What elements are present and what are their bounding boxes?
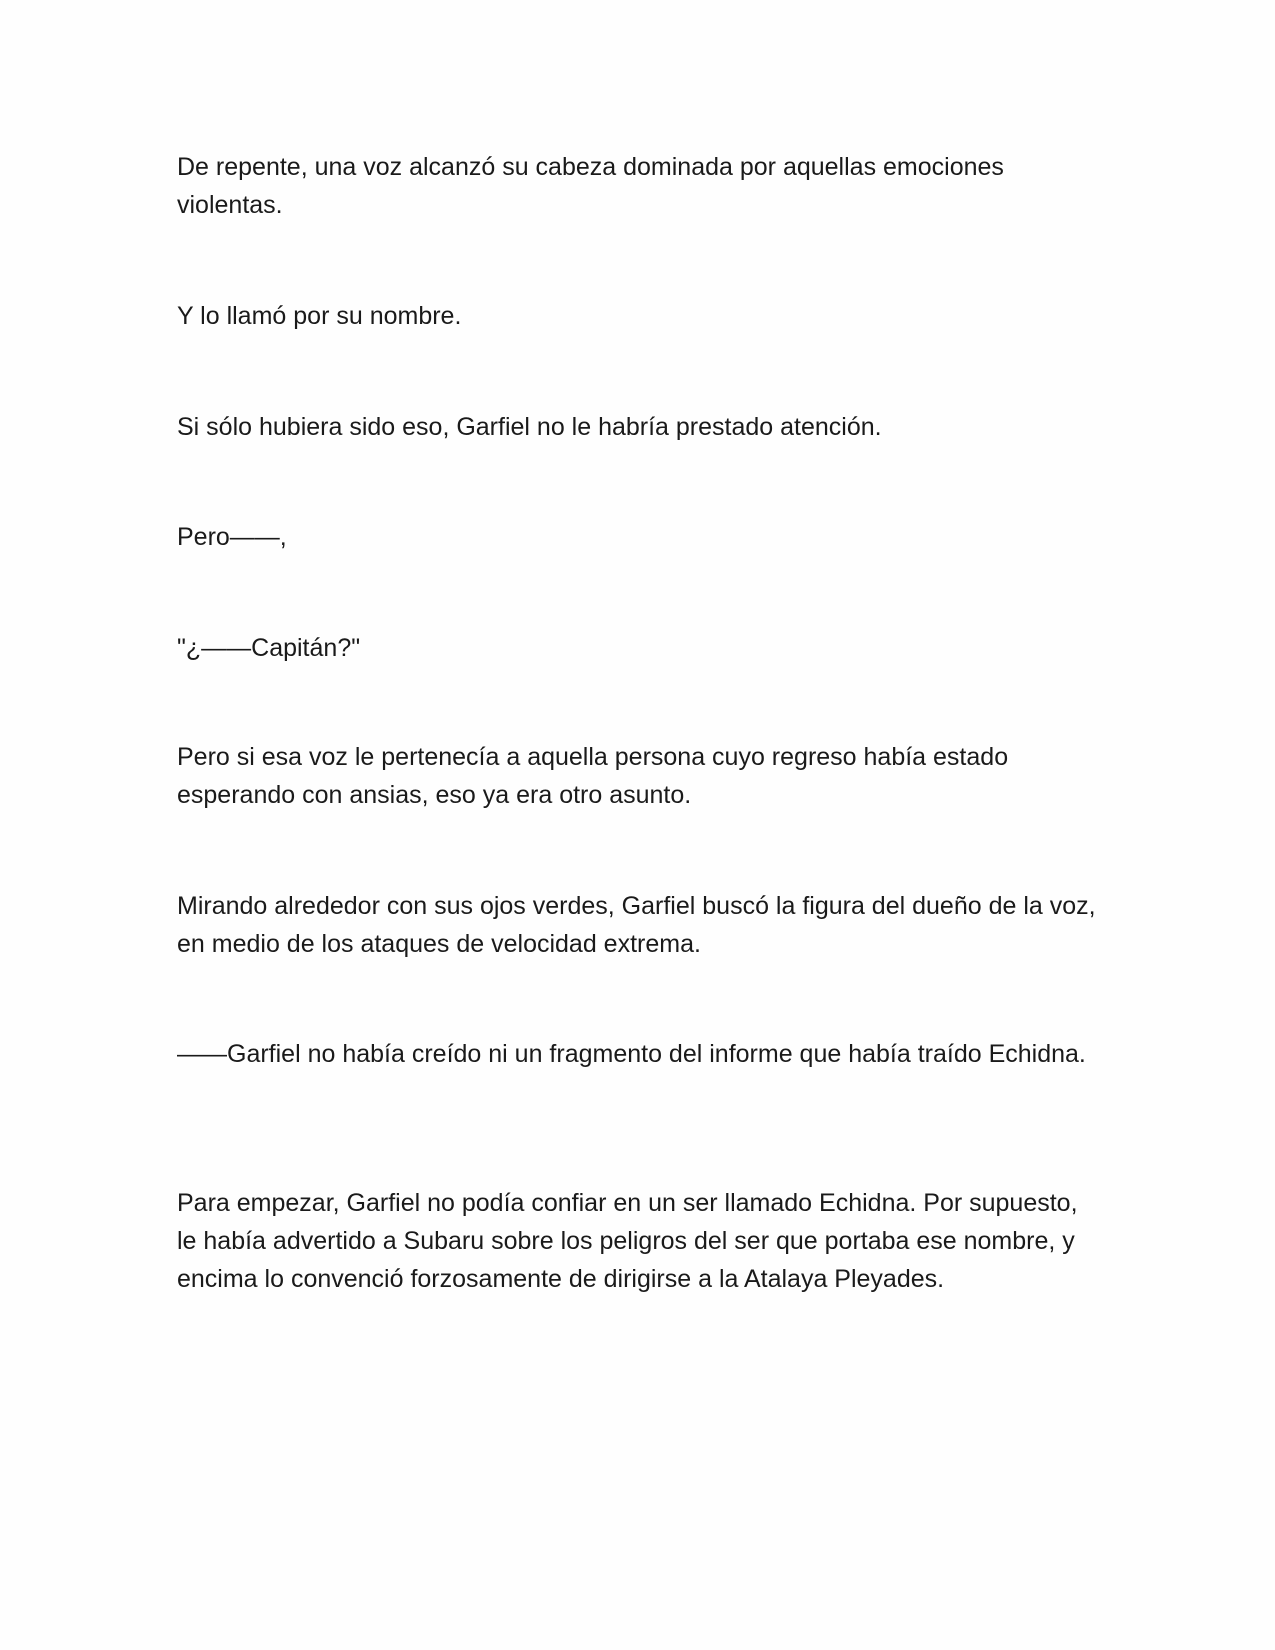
- paragraph-2: Y lo llamó por su nombre.: [177, 302, 462, 330]
- paragraph-7: Mirando alrededor con sus ojos verdes, Garfiel buscó la figura del dueño de la voz, en medio de los ataques de velocidad extrema.: [177, 892, 1096, 958]
- paragraph-1: De repente, una voz alcanzó su cabeza dominada por aquellas emociones violentas.: [177, 153, 1004, 219]
- paragraph-4: Pero——,: [177, 523, 287, 551]
- dialogue-line: "¿——Capitán?": [177, 634, 361, 662]
- paragraph-8: ——Garfiel no había creído ni un fragmento del informe que había traído Echidna.: [177, 1040, 1086, 1068]
- paragraph-6: Pero si esa voz le pertenecía a aquella persona cuyo regreso había estado esperando con ansias, eso ya era otro asunto.: [177, 743, 1009, 809]
- paragraph-9: Para empezar, Garfiel no podía confiar en un ser llamado Echidna. Por supuesto, le había advertido a Subaru sobre los peligros del ser que portaba ese nombre, y encima lo convenció forzosamente de dirigirse a la Atalaya Pleyades.: [177, 1189, 1078, 1293]
- paragraph-3: Si sólo hubiera sido eso, Garfiel no le habría prestado atención.: [177, 413, 882, 441]
